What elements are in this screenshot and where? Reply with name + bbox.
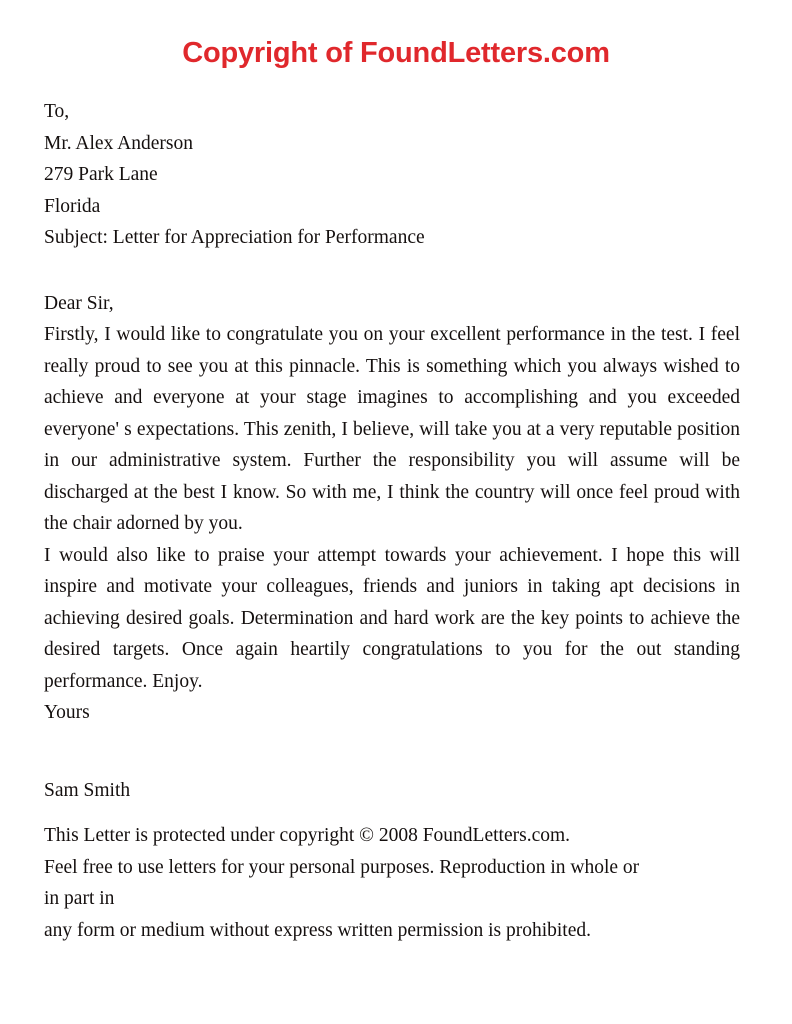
recipient-address-block	[44, 96, 740, 254]
salutation: Dear Sir,	[44, 292, 114, 314]
copyright-line-2: Feel free to use letters for your personal purposes. Reproduction in whole or	[44, 856, 640, 878]
copyright-line-3: in part in	[44, 888, 115, 909]
recipient-state: Florida	[44, 195, 101, 217]
sender-signature-name: Sam Smith	[44, 779, 131, 801]
subject-line: Subject: Letter for Appreciation for Performance	[44, 227, 425, 248]
recipient-name: Mr. Alex Anderson	[44, 132, 193, 154]
to-label: To,	[44, 101, 70, 122]
site-brand-title: Copyright of FoundLetters.com	[182, 37, 610, 69]
body-paragraph-2: I would also like to praise your attempt towards your achievement. I hope this will inspire and motivate your colleagues, friends and juniors in taking apt decisions in achieving desired goals. Determination and hard work are the key points to achieve the desired targets. Once again heartily congratulations to you for the out standing performance. Enjoy.	[44, 544, 740, 692]
spacer-before-salutation	[44, 254, 740, 288]
copyright-notice	[44, 820, 754, 946]
signature-space	[44, 729, 740, 775]
body-paragraph-1: Firstly, I would like to congratulate you on your excellent performance in the test. I feel really proud to see you at this pinnacle. This is something which you always wished to achieve and everyone at your stage imagines to accomplishing and you exceeded everyone' s expectations. This zenith, I believe, will take you at a very reputable position in our administrative system. Further the responsibility you will assume will be discharged at the best I know. So with me, I think the country will once feel proud with the chair adorned by you.	[44, 324, 740, 534]
copyright-line-4: any form or medium without express written permission is prohibited.	[44, 919, 591, 941]
site-header	[0, 38, 792, 68]
sign-off: Yours	[44, 702, 90, 723]
copyright-line-1: This Letter is protected under copyright © 2008 FoundLetters.com.	[44, 825, 571, 846]
letter-body	[44, 96, 740, 806]
recipient-street: 279 Park Lane	[44, 164, 158, 185]
